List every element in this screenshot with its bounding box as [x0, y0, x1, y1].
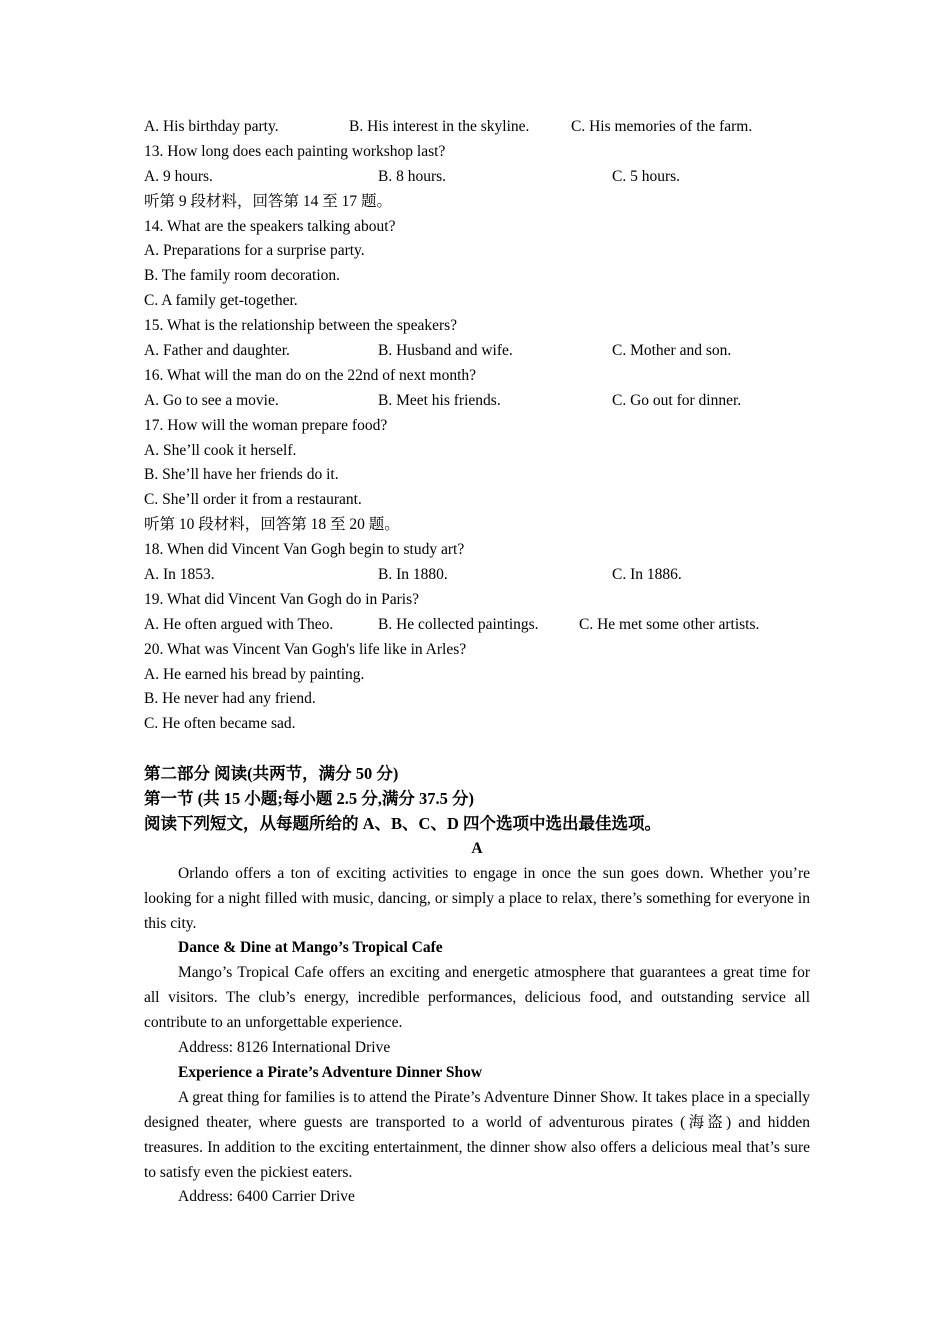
q15-option-a: A. Father and daughter.	[144, 342, 290, 360]
q16-question: 16. What will the man do on the 22nd of next month?	[144, 366, 477, 384]
q13-option-b: B. 8 hours.	[378, 167, 447, 185]
q14-option-b: B. The family room decoration.	[144, 267, 340, 285]
reading-part-title: 第二部分 阅读(共两节，满分 50 分)	[144, 764, 399, 784]
q12-option-a: A. His birthday party.	[144, 118, 279, 135]
q19-options	[144, 613, 810, 638]
q13-question: 13. How long does each painting workshop last?	[144, 142, 446, 160]
q20-option-a: A. He earned his bread by painting.	[144, 665, 365, 683]
reading-instruction: 阅读下列短文，从每题所给的 A、B、C、D 四个选项中选出最佳选项。	[144, 813, 662, 833]
passage-label: A	[471, 839, 483, 857]
exam-page	[144, 115, 810, 1210]
q18-question: 18. When did Vincent Van Gogh begin to study art?	[144, 541, 465, 559]
q18-option-b: B. In 1880.	[378, 566, 448, 584]
q18-option-c: C. In 1886.	[612, 566, 682, 584]
q20-option-b: B. He never had any friend.	[144, 690, 316, 708]
venue2-address: Address: 6400 Carrier Drive	[178, 1188, 355, 1206]
q19-question: 19. What did Vincent Van Gogh do in Paris?	[144, 590, 420, 608]
q15-option-b: B. Husband and wife.	[378, 342, 513, 360]
q19-option-b: B. He collected paintings.	[378, 615, 539, 633]
q18-options	[144, 563, 810, 588]
section9-instruction: 听第 9 段材料，回答第 14 至 17 题。	[144, 192, 393, 210]
venue1-text: Mango’s Tropical Cafe offers an exciting and energetic atmosphere that guarantees a great time for all visitors. The club’s energy, incredible performances, delicious food, and outstanding service all contribute to an unforgettable experience.	[144, 964, 810, 1032]
q15-option-c: C. Mother and son.	[612, 342, 732, 360]
q14-option-a: A. Preparations for a surprise party.	[144, 242, 365, 260]
q19-option-c: C. He met some other artists.	[579, 615, 760, 633]
venue1-title: Dance & Dine at Mango’s Tropical Cafe	[178, 939, 443, 957]
q12-options	[144, 115, 810, 140]
q19-option-a: A. He often argued with Theo.	[144, 615, 334, 633]
q15-options	[144, 339, 810, 364]
q12-option-b: B. His interest in the skyline.	[349, 118, 530, 135]
q17-question: 17. How will the woman prepare food?	[144, 416, 388, 434]
q20-option-c: C. He often became sad.	[144, 715, 296, 733]
q18-option-a: A. In 1853.	[144, 566, 215, 584]
q16-options	[144, 389, 810, 414]
q17-option-c: C. She’ll order it from a restaurant.	[144, 491, 362, 509]
q13-option-a: A. 9 hours.	[144, 167, 213, 185]
q15-question: 15. What is the relationship between the speakers?	[144, 317, 458, 335]
q16-option-c: C. Go out for dinner.	[612, 391, 742, 409]
q13-options	[144, 165, 810, 190]
q17-option-a: A. She’ll cook it herself.	[144, 441, 297, 459]
q17-option-b: B. She’ll have her friends do it.	[144, 466, 339, 484]
q12-option-c: C. His memories of the farm.	[571, 118, 753, 135]
q13-option-c: C. 5 hours.	[612, 167, 681, 185]
reading-section-title: 第一节 (共 15 小题;每小题 2.5 分,满分 37.5 分)	[144, 789, 474, 809]
venue2-title: Experience a Pirate’s Adventure Dinner Show	[178, 1063, 483, 1081]
q16-option-a: A. Go to see a movie.	[144, 391, 279, 409]
q14-question: 14. What are the speakers talking about?	[144, 217, 396, 235]
passage-intro: Orlando offers a ton of exciting activities to engage in once the sun goes down. Whether you’re looking for a night filled with music, dancing, or simply a place to relax, there’s something for everyone in this city.	[144, 864, 810, 932]
venue1-address: Address: 8126 International Drive	[178, 1039, 391, 1057]
q14-option-c: C. A family get-together.	[144, 292, 298, 310]
q20-question: 20. What was Vincent Van Gogh's life like in Arles?	[144, 640, 467, 658]
q16-option-b: B. Meet his friends.	[378, 391, 501, 409]
section10-instruction: 听第 10 段材料，回答第 18 至 20 题。	[144, 516, 400, 534]
venue2-text: A great thing for families is to attend the Pirate’s Adventure Dinner Show. It takes place in a specially designed theater, where guests are transported to a world of adventurous pirates (海盗) and hidden treasures. In addition to the exciting entertainment, the dinner show also offers a delicious meal that’s sure to satisfy even the pickiest eaters.	[144, 1088, 810, 1181]
